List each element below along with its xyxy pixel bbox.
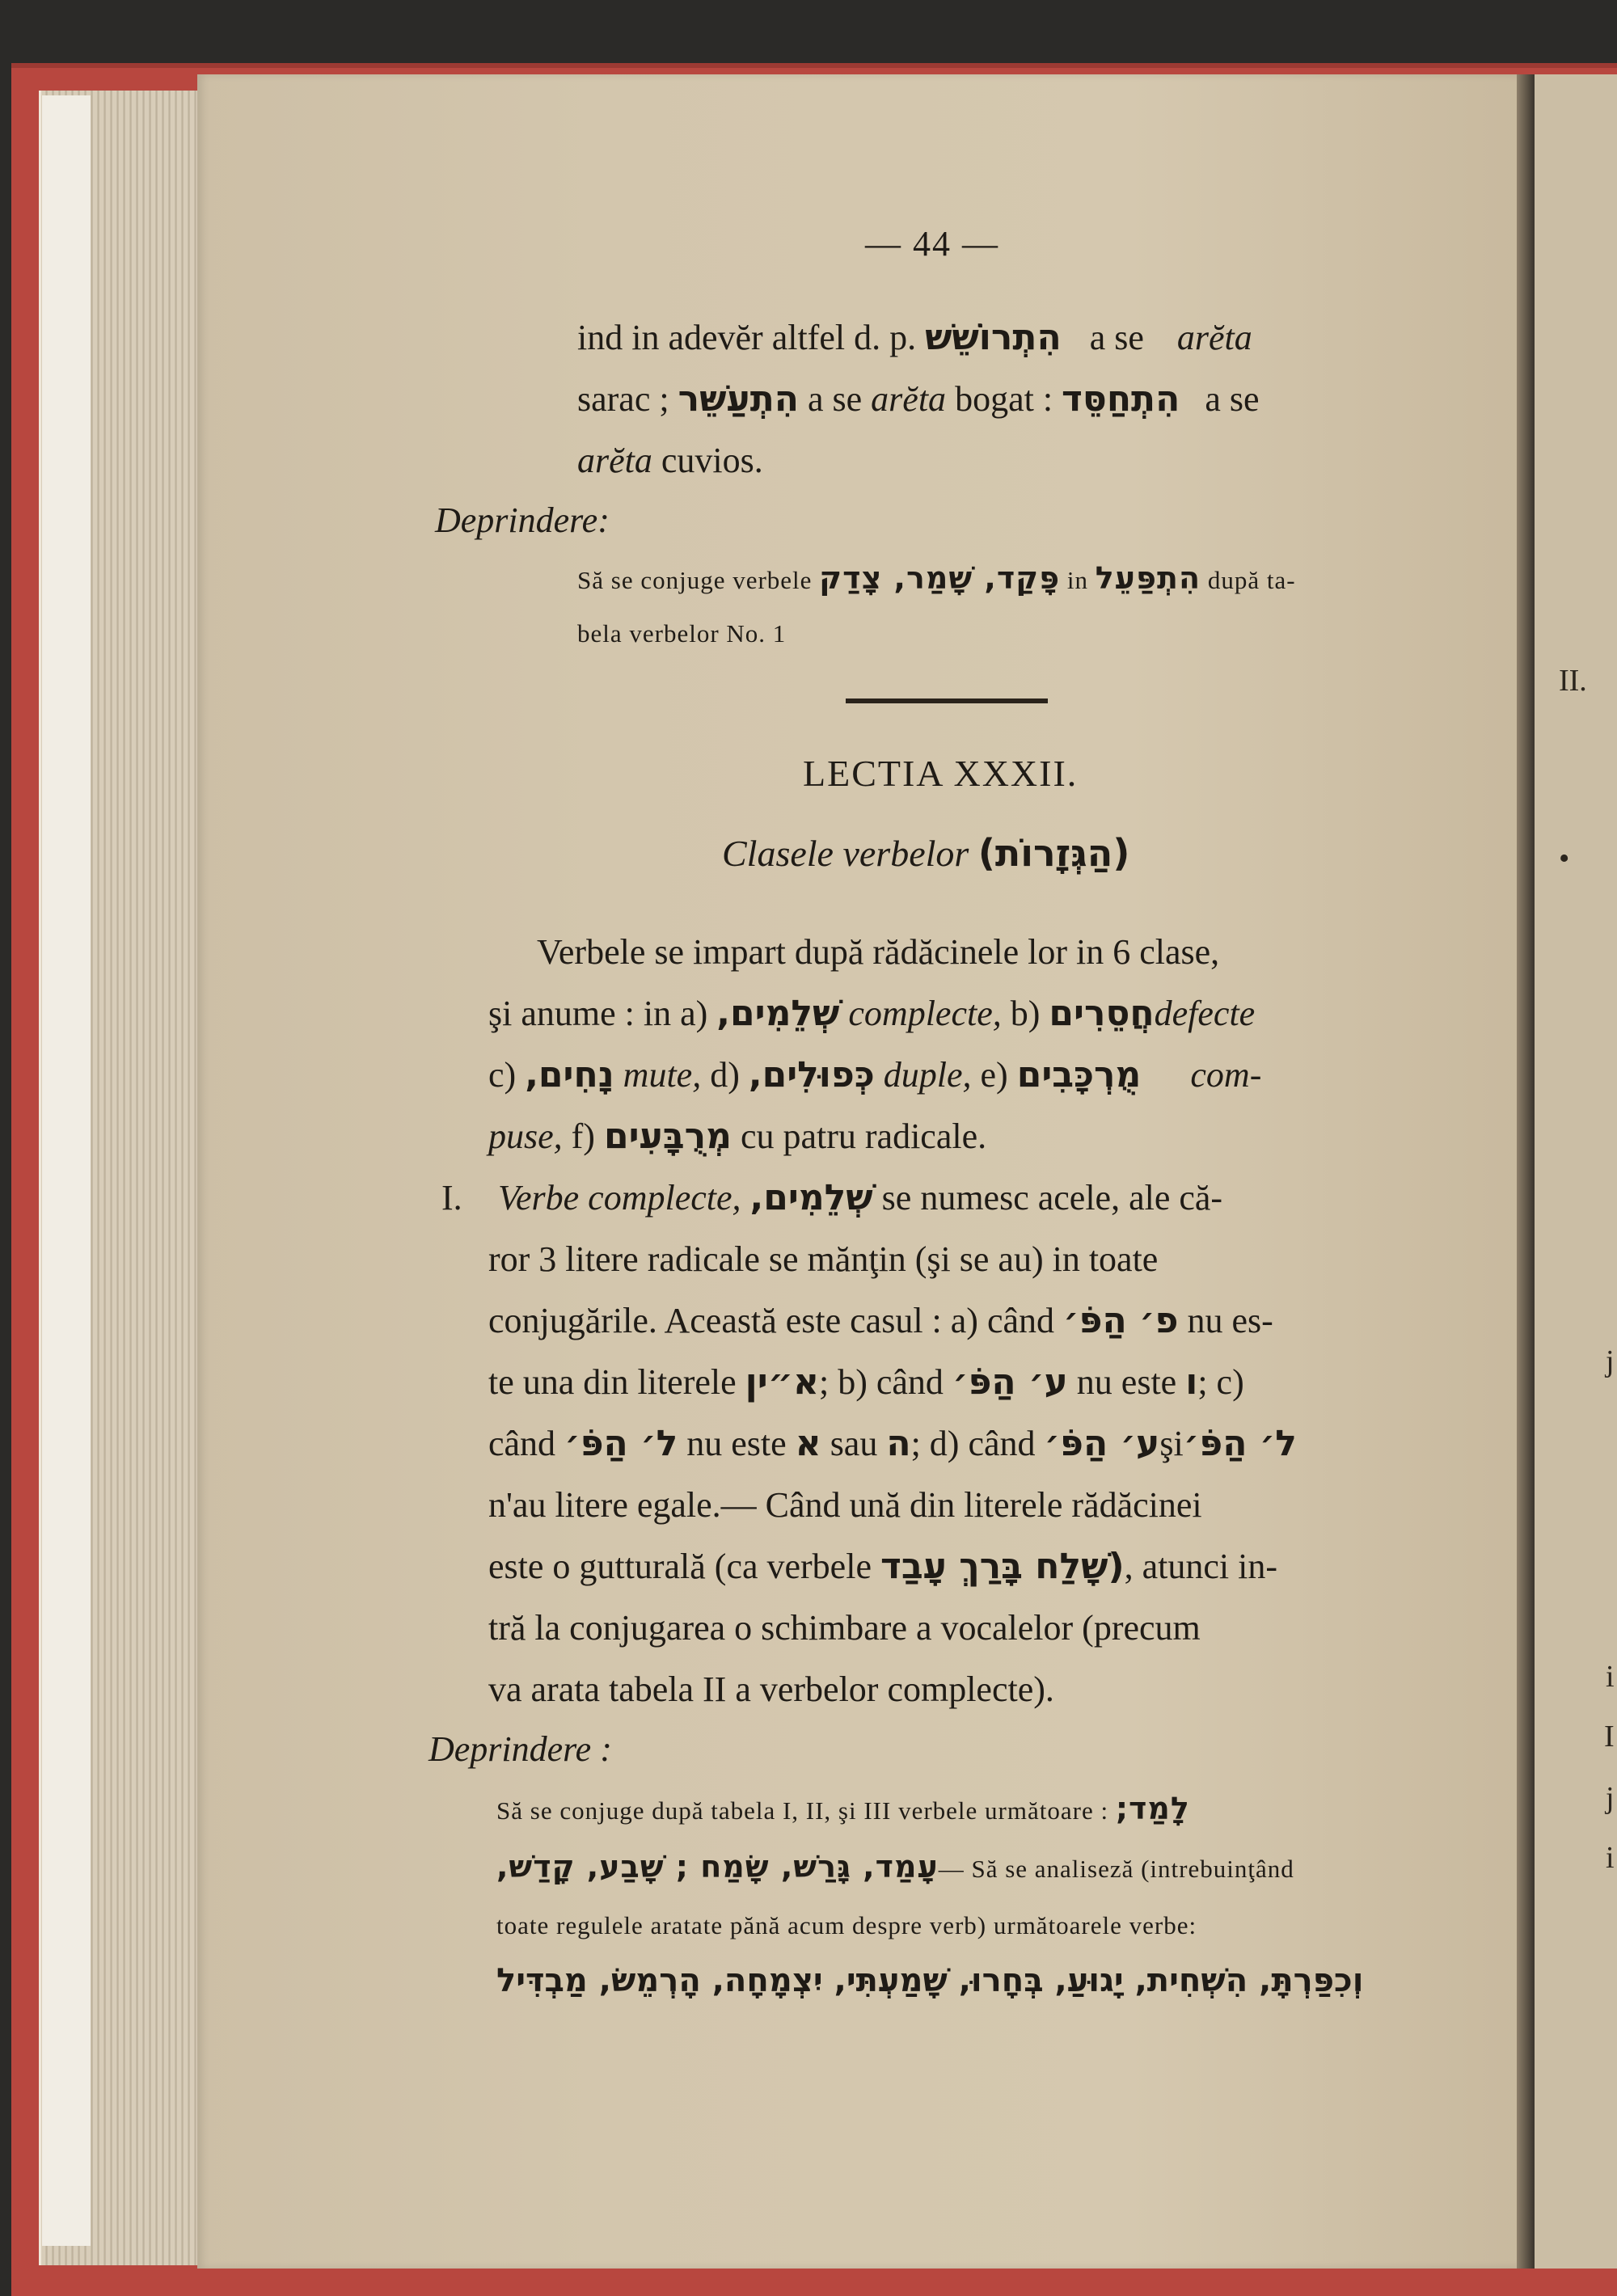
text-line: sarac ; הִתְעַשֵּׁר a se arĕta bogat : הִתְחַסֵּד a se: [577, 378, 1260, 420]
text-line: bela verbelor No. 1: [577, 619, 787, 648]
facing-page-fragment: j: [1606, 1344, 1615, 1378]
lesson-title: LECTIA XXXII.: [803, 753, 1079, 794]
page-number: — 44 —: [865, 224, 999, 264]
text-line: Verbele se impart după rădăcinele lor in 6 clase,: [537, 932, 1220, 972]
lesson-subtitle: Clasele verbelor (הַגְּזָרוֹת): [722, 831, 1130, 875]
text-line: va arata tabela II a verbelor complecte).: [488, 1669, 1054, 1709]
text-line: tră la conjugarea o schimbare a vocalelor (precum: [488, 1608, 1201, 1648]
text-line: conjugările. Această este casul : a) când פ׳ הַפֹּ׳ nu es-: [488, 1300, 1273, 1341]
facing-page-fragment: i: [1606, 1841, 1615, 1875]
text-line: c) נָחִים, mute, d) כְּפוּלִים, duple, e) מֻרְכָּבִים com-: [488, 1054, 1262, 1095]
facing-page-fragment: i: [1606, 1660, 1615, 1694]
book-gutter: [1517, 74, 1535, 2269]
text-line: toate regulele aratate pănă acum despre verb) următoarele verbe:: [496, 1911, 1197, 1939]
text-line: arĕta cuvios.: [577, 441, 763, 480]
text-line: עָמַד, גָּרַשׁ, שָׂמַח ; שָׁבַע, קָדַשׁ,— Să se analiseză (intrebuinţând: [496, 1849, 1294, 1884]
section-heading: Deprindere :: [429, 1729, 612, 1769]
text-line: te una din literele א״ין; b) când ע׳ הַפֹּ׳ nu este ו; c): [488, 1361, 1244, 1403]
text-line: este o gutturală (ca verbele (שָׁלַח בָּרַךְ עָבַד, atunci in-: [488, 1546, 1277, 1587]
facing-page: [1535, 74, 1617, 2269]
section-divider: [846, 699, 1048, 703]
facing-page-fragment: j: [1606, 1781, 1615, 1815]
text-line: n'au litere egale.— Când ună din literele rădăcinei: [488, 1485, 1202, 1525]
facing-page-fragment: •: [1559, 842, 1570, 876]
text-line: Să se conjuge verbele פָּקַד, שָׁמַר, צָדַק in הִתְפַּעֵל după ta-: [577, 560, 1296, 596]
section-heading: Deprindere:: [435, 500, 610, 540]
text-line: când ל׳ הַפֹּ׳ nu este א sau ה; d) când ע׳ הַפֹּ׳şiל׳ הַפֹּ׳: [488, 1423, 1297, 1464]
flyleaf: [42, 95, 91, 2246]
facing-page-fragment: I: [1604, 1720, 1615, 1754]
facing-page-fragment: II.: [1559, 664, 1587, 698]
text-line: וְכִפַּרְתָּ, הִשְׁחִית, יָגוּעַ, בְּחָרוּ, שָׁמַעְתִּי, יִצְמָחָה, הָרְמֵשׂ, מַבְדִּיל: [496, 1962, 1364, 1999]
text-line: puse, f) מְרֻבָּעִים cu patru radicale.: [488, 1116, 987, 1157]
text-line: Să se conjuge după tabela I, II, şi III verbele următoare : לָמַד;: [496, 1791, 1190, 1826]
text-line: ind in adevĕr altfel d. p. הִתְרוֹשֵׁשׁ a se arĕta: [577, 317, 1252, 358]
text-line: ror 3 litere radicale se mănţin (şi se au) in toate: [488, 1239, 1159, 1279]
list-number: I.: [441, 1178, 462, 1218]
text-line: Verbe complecte, שְׁלֵמִים, se numesc acele, ale că-: [498, 1177, 1223, 1218]
text-line: şi anume : in a) שְׁלֵמִים, complecte, b) חֲסֵרִיםdefecte: [488, 993, 1256, 1034]
